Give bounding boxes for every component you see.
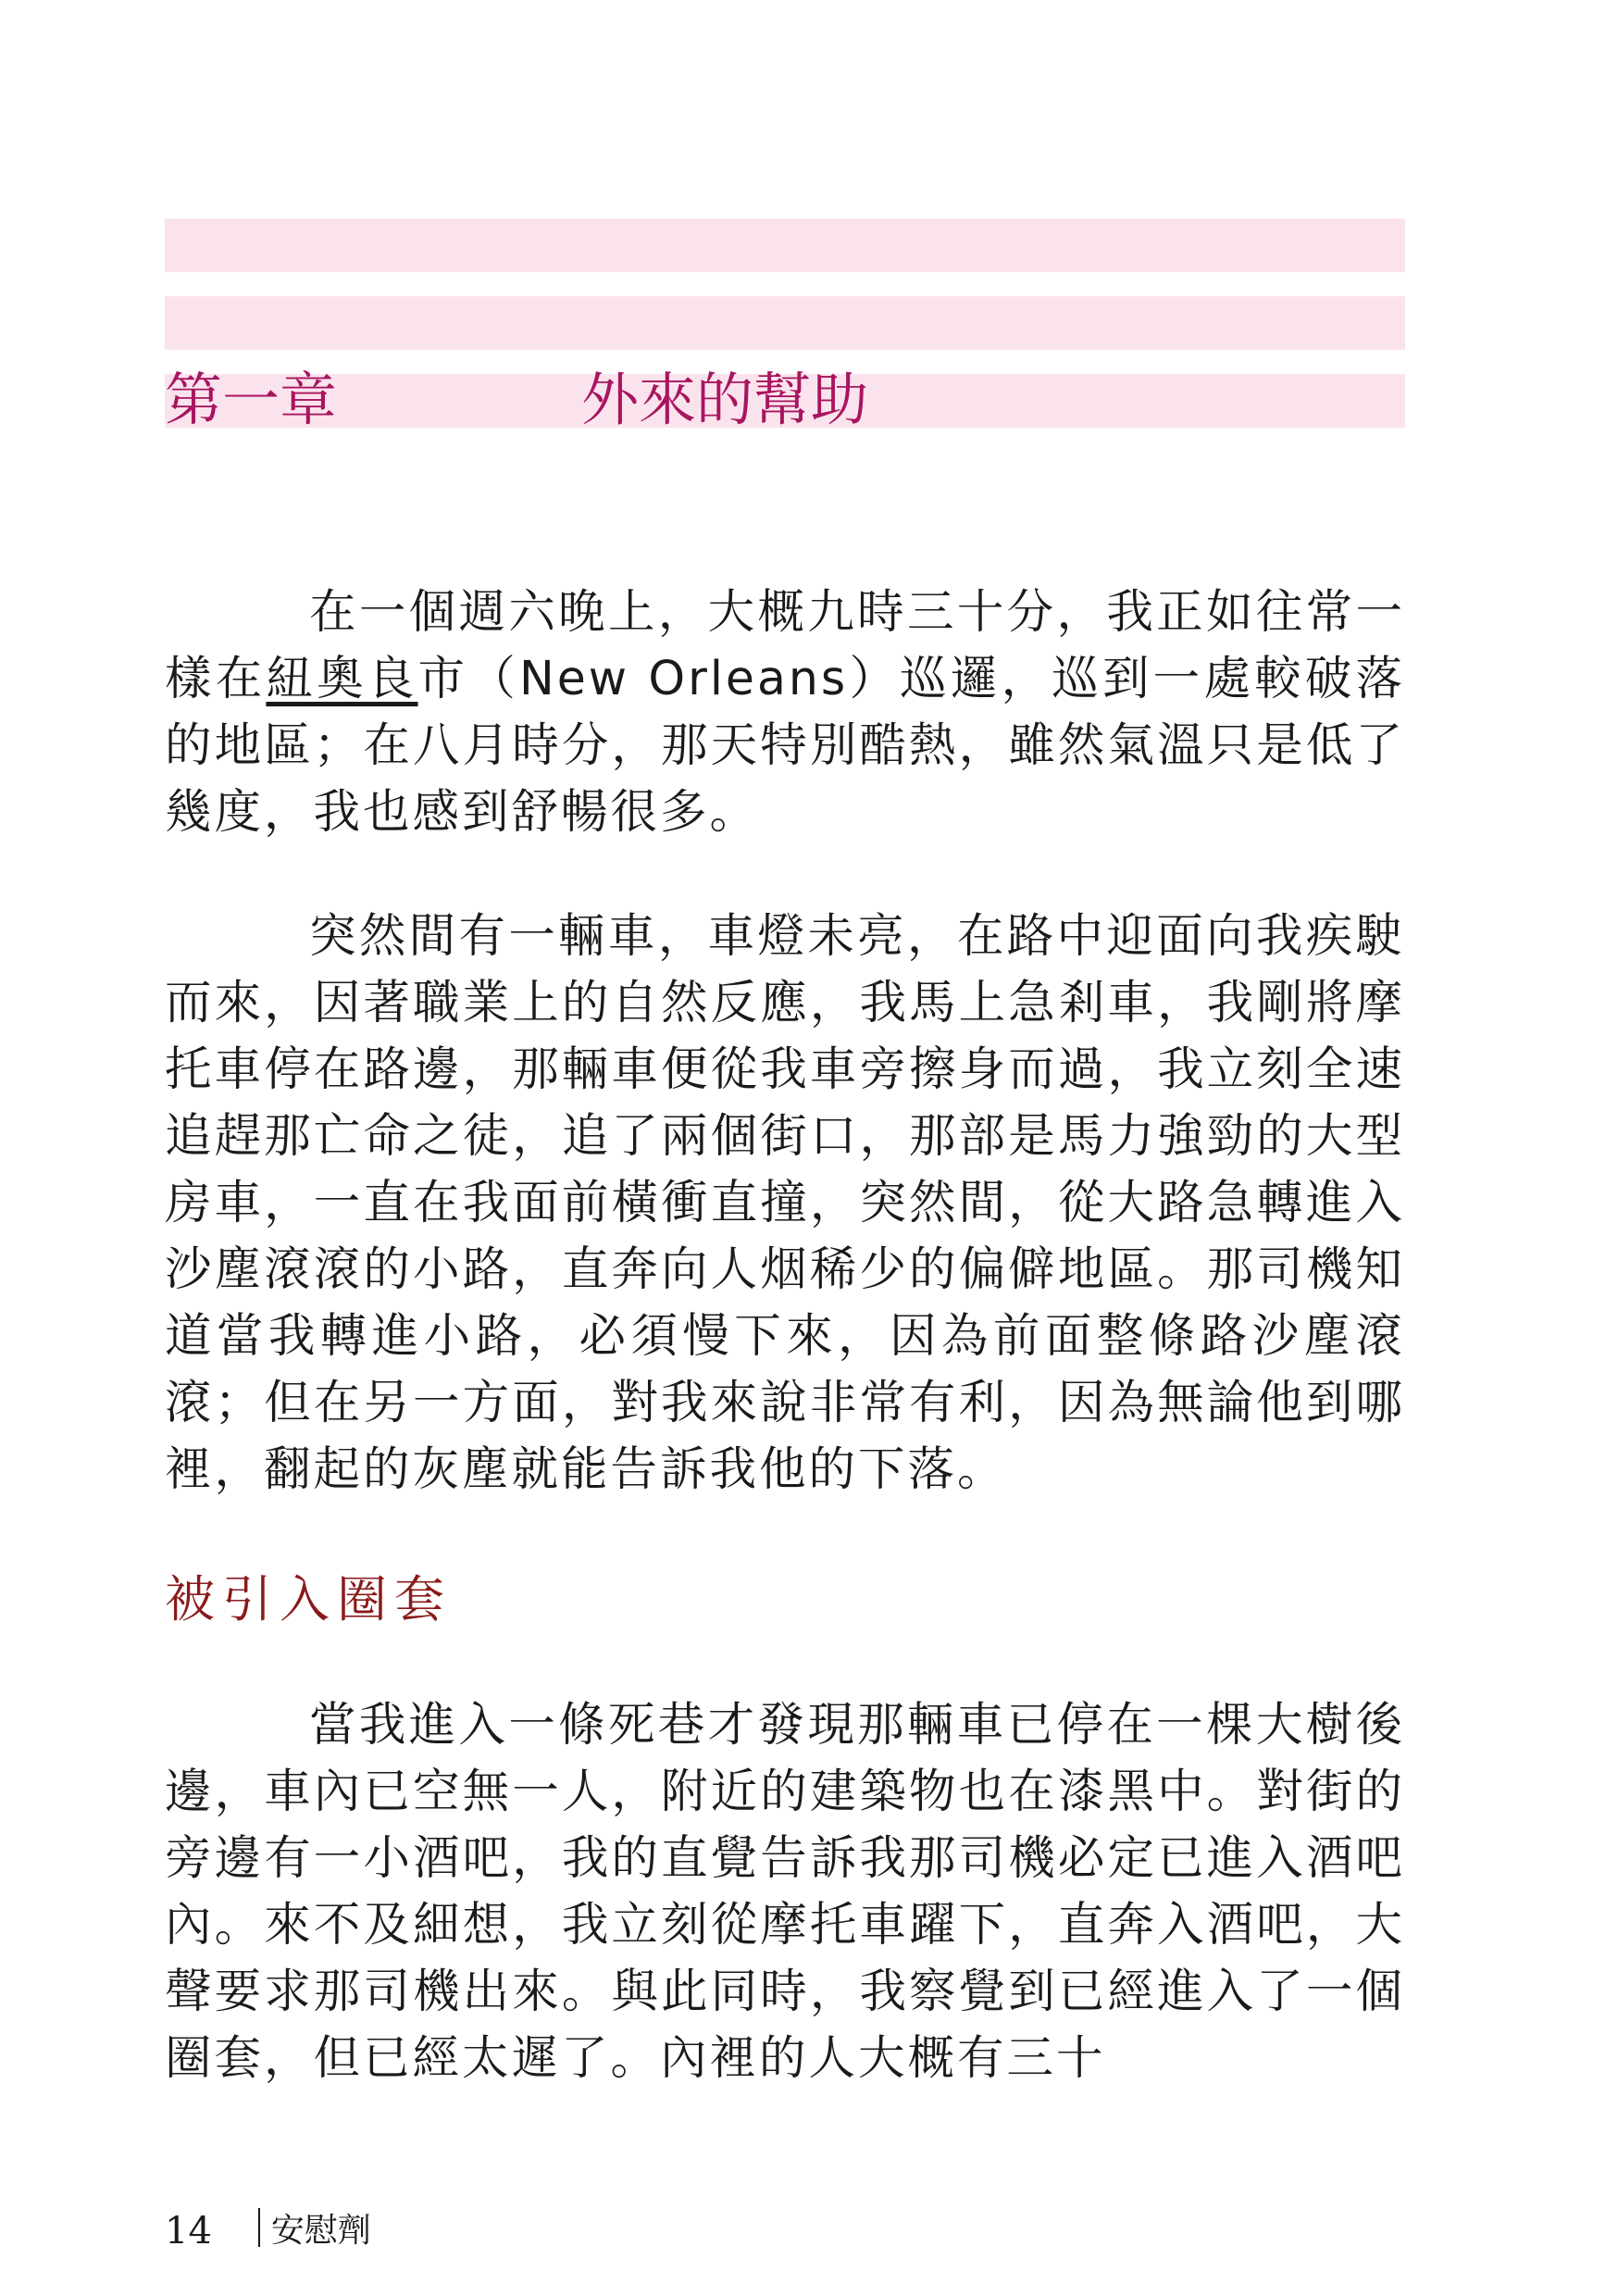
body-paragraph-2: 突然間有一輛車，車燈未亮，在路中迎面向我疾駛而來，因著職業上的自然反應，我馬上急剎車，我剛將摩托車停在路邊，那輛車便從我車旁擦身而過，我立刻全速追趕那亡命之徒，追了兩個街口，那部是馬力強勁的大型房車，一直在我面前橫衝直撞，突然間，從大路急轉進入沙塵滾滾的小路，直奔向人烟稀少的偏僻地區。那司機知道當我轉進小路，必須慢下來，因為前面整條路沙塵滾滾；但在另一方面，對我來說非常有利，因為無論他到哪裡，翻起的灰塵就能告訴我他的下落。 (165, 908, 1405, 1496)
place-name-underlined: 紐奧良 (266, 651, 418, 705)
paragraph-text: 市（New Orleans）巡邏，巡到一處較破落的地區；在八月時分，那天特別酷熱，雖然氣溫只是低了幾度，我也感到舒暢很多。 (165, 651, 1406, 839)
page-number: 14 (165, 2210, 212, 2252)
section-heading: 被引入圈套 (165, 1570, 452, 1628)
book-title: 安慰劑 (270, 2212, 371, 2250)
paragraph-text: 在一個週六晚上，大概九時三十分，我正如往常一樣在 (165, 584, 1405, 705)
decorative-band-1 (165, 218, 1405, 272)
body-paragraph-1 (165, 579, 1405, 845)
chapter-title: 外來的幫助 (581, 366, 869, 433)
chapter-number: 第一章 (165, 366, 338, 433)
chapter-heading (165, 363, 868, 437)
body-paragraph-3: 當我進入一條死巷才發現那輛車已停在一棵大樹後邊，車內已空無一人，附近的建築物也在漆黑中。對街的旁邊有一小酒吧，我的直覺告訴我那司機必定已進入酒吧內。來不及細想，我立刻從摩托車躍下，直奔入酒吧，大聲要求那司機出來。與此同時，我察覺到已經進入了一個圈套，但已經太遲了。內裡的人大概有三十 (165, 1697, 1405, 2085)
decorative-band-2 (165, 296, 1405, 350)
page-footer (165, 2199, 371, 2264)
footer-divider (258, 2208, 260, 2247)
